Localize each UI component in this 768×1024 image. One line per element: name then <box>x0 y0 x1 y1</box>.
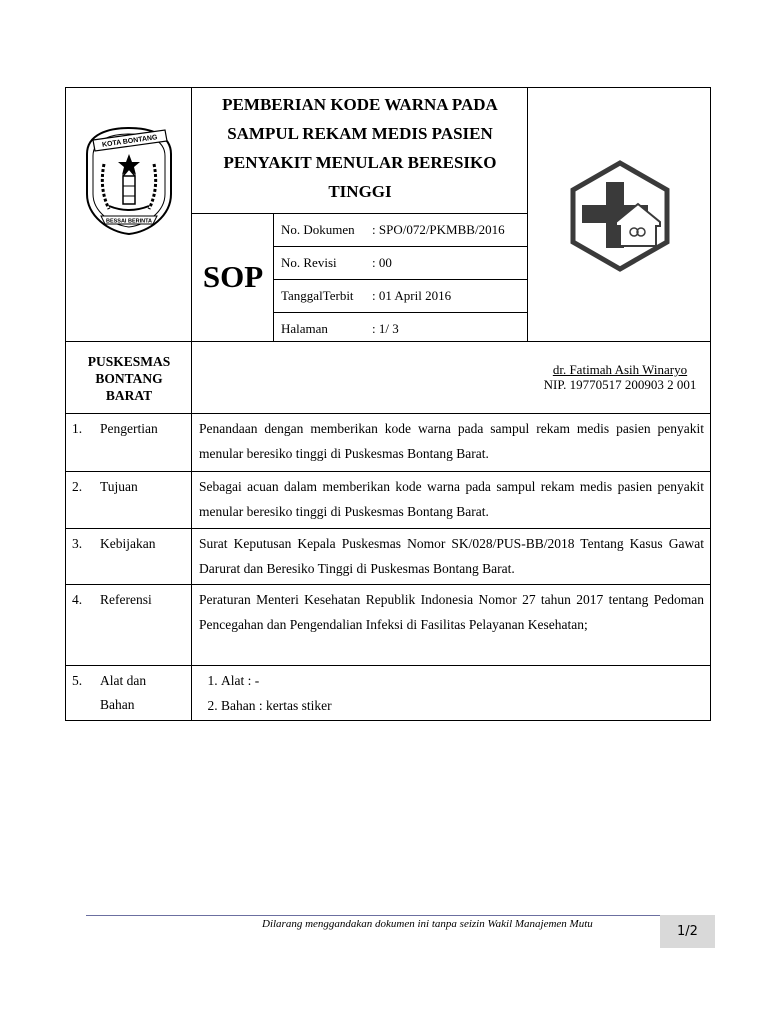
meta-row-revision <box>274 246 528 279</box>
section-label <box>66 585 192 665</box>
title-line: PENYAKIT MENULAR BERESIKO <box>223 153 497 172</box>
section-title: Kebijakan <box>100 536 156 551</box>
footer-divider <box>86 915 714 916</box>
meta-value: : 1/ 3 <box>372 320 399 336</box>
meta-row-page <box>274 312 528 345</box>
emblem-bottom-text: BESSAI BERINTA <box>105 218 153 225</box>
meta-key: Halaman <box>281 320 328 336</box>
section-number: 1. <box>72 421 83 436</box>
section-title <box>100 669 146 720</box>
sop-body-table <box>65 413 711 721</box>
title-line: PEMBERIAN KODE WARNA PADA <box>222 95 498 114</box>
institution-name <box>66 341 192 415</box>
meta-row-issue-date <box>274 279 528 312</box>
section-label <box>66 414 192 471</box>
sop-label: SOP <box>202 259 264 294</box>
sop-header-table <box>65 87 711 414</box>
meta-row-document-number <box>274 213 528 246</box>
section-text: Peraturan Menteri Kesehatan Republik Indonesia Nomor 27 tahun 2017 tentang Pedoman Pencegahan dan Pengendalian Infeksi di Fasilitas Pelayanan Kesehatan; <box>199 592 704 632</box>
section-label <box>66 472 192 528</box>
emblem-top-text: KOTA BONTANG <box>101 134 158 149</box>
signatory-nip: NIP. 19770517 200903 2 001 <box>543 377 697 392</box>
page-number: 1/2 <box>660 915 715 948</box>
section-label <box>66 529 192 584</box>
title-line: TINGGI <box>328 182 392 201</box>
footer-note: Dilarang menggandakan dokumen ini tanpa seizin Wakil Manajemen Mutu <box>262 918 593 930</box>
list-item: 2. Bahan : kertas stiker <box>221 694 704 719</box>
institution-line: PUSKESMAS <box>87 354 171 369</box>
section-row <box>66 471 710 528</box>
section-number: 3. <box>72 536 83 551</box>
section-text: Sebagai acuan dalam memberikan kode warna pada sampul rekam medis pasien penyakit menular beresiko tinggi di Puskesmas Bontang Barat. <box>199 479 704 519</box>
section-title: Pengertian <box>100 421 158 436</box>
document-title <box>192 88 528 206</box>
section-title: Referensi <box>100 592 152 607</box>
section-title-line: Alat dan <box>100 673 147 688</box>
meta-key: No. Dokumen <box>281 221 355 237</box>
institution-line: BONTANG <box>95 371 163 386</box>
section-list <box>192 666 710 720</box>
signatory-name: dr. Fatimah Asih Winaryo <box>552 362 688 377</box>
meta-value: : 00 <box>372 254 392 270</box>
section-title: Tujuan <box>100 479 138 494</box>
section-text: Penandaan dengan memberikan kode warna pada sampul rekam medis pasien penyakit menular beresiko tinggi di Puskesmas Bontang Barat. <box>199 421 704 461</box>
title-line: SAMPUL REKAM MEDIS PASIEN <box>227 124 493 143</box>
section-row <box>66 528 710 584</box>
meta-key: No. Revisi <box>281 254 337 270</box>
kota-bontang-emblem-icon <box>66 88 192 341</box>
section-title-line: Bahan <box>100 697 135 712</box>
institution-line: BARAT <box>105 388 153 403</box>
puskesmas-hexagon-cross-icon <box>528 88 712 341</box>
section-text: Surat Keputusan Kepala Puskesmas Nomor SK/028/PUS-BB/2018 Tentang Kasus Gawat Darurat dan Beresiko Tinggi di Puskesmas Bontang Barat. <box>199 536 704 576</box>
section-number: 2. <box>72 479 83 494</box>
section-number: 4. <box>72 592 83 607</box>
meta-value: : 01 April 2016 <box>372 287 452 303</box>
signatory <box>528 341 712 415</box>
section-row <box>66 413 710 471</box>
section-number: 5. <box>72 673 83 688</box>
meta-value: : SPO/072/PKMBB/2016 <box>372 221 505 237</box>
section-row <box>66 665 710 720</box>
section-row <box>66 584 710 665</box>
list-item: 1. Alat : - <box>221 669 704 694</box>
section-label <box>66 666 192 720</box>
meta-key: TanggalTerbit <box>281 287 354 303</box>
